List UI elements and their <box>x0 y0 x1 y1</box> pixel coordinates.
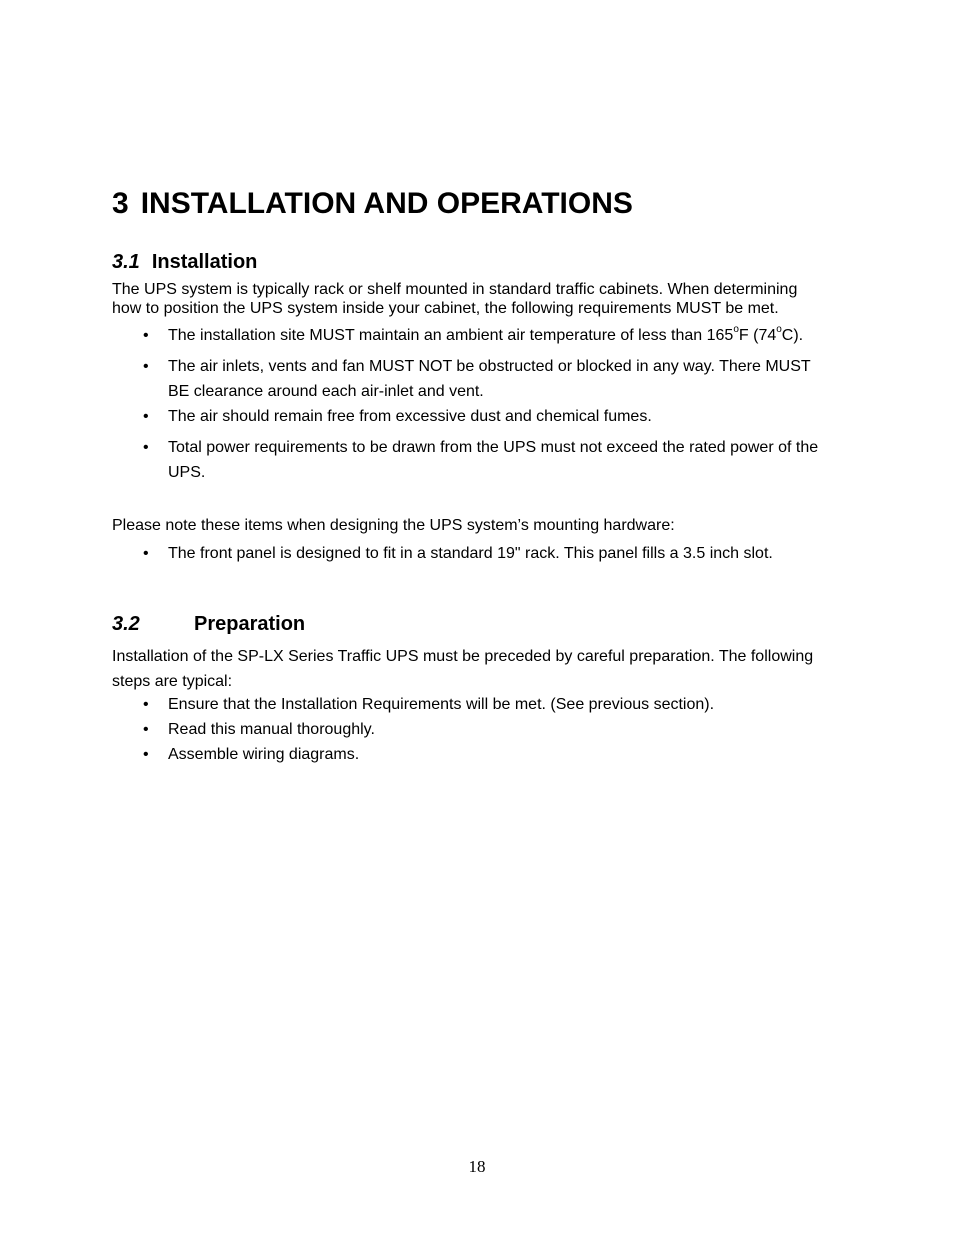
mounting-note-paragraph: Please note these items when designing the UPS system’s mounting hardware: <box>112 517 675 534</box>
chapter-heading <box>112 184 633 224</box>
degree-superscript: o <box>733 323 739 335</box>
section-number: 3.2 <box>112 613 140 635</box>
bullet-icon: • <box>143 327 149 344</box>
chapter-title: INSTALLATION AND OPERATIONS <box>140 187 633 220</box>
list-item <box>143 695 883 715</box>
list-item <box>143 544 883 564</box>
list-item <box>143 435 883 485</box>
bullet-icon: • <box>143 746 149 763</box>
list-item-text: The front panel is designed to fit in a standard 19" rack. This panel fills a 3.5 inch slot. <box>168 545 773 562</box>
list-item-text: Ensure that the Installation Requirements will be met. (See previous section). <box>168 696 715 713</box>
list-item <box>143 354 883 404</box>
section-title: Preparation <box>194 613 306 635</box>
list-item-text: Read this manual thoroughly. <box>168 721 375 738</box>
bullet-icon: • <box>143 408 149 425</box>
list-item-text: The installation site MUST maintain an ambient air temperature of less than 165$^o$F (74$^o$C). <box>168 323 804 344</box>
list-item <box>143 407 883 427</box>
list-item-text: The air should remain free from excessive dust and chemical fumes. <box>168 408 652 425</box>
paragraph-line: Installation of the SP-LX Series Traffic UPS must be preceded by careful preparation. The following <box>112 648 814 665</box>
bullet-icon: • <box>143 358 149 375</box>
list-item-text: The air inlets, vents and fan MUST NOT be obstructed or blocked in any way. There MUST BE clearance around each air-inlet and vent. <box>168 358 811 400</box>
list-item <box>143 745 883 765</box>
bullet-icon: • <box>143 721 149 738</box>
section-heading-preparation <box>112 611 306 637</box>
preparation-intro-paragraph <box>112 644 872 694</box>
bullet-icon: • <box>143 439 149 456</box>
installation-intro-paragraph <box>112 280 872 318</box>
list-item-text: Assemble wiring diagrams. <box>168 746 360 763</box>
section-heading-installation <box>112 249 257 275</box>
chapter-number: 3 <box>112 187 129 220</box>
section-title: Installation <box>151 251 258 273</box>
list-item <box>143 720 883 740</box>
page-number: 18 <box>468 1157 486 1176</box>
paragraph-line: steps are typical: <box>112 673 233 690</box>
bullet-icon: • <box>143 696 149 713</box>
paragraph-line: The UPS system is typically rack or shelf mounted in standard traffic cabinets. When determining <box>112 281 798 298</box>
degree-superscript: o <box>776 323 782 335</box>
section-number: 3.1 <box>112 251 140 273</box>
bullet-icon: • <box>143 545 149 562</box>
list-item-text: Total power requirements to be drawn from the UPS must not exceed the rated power of the UPS. <box>168 439 819 481</box>
paragraph-line: how to position the UPS system inside your cabinet, the following requirements MUST be met. <box>112 300 779 317</box>
list-item <box>143 323 883 346</box>
